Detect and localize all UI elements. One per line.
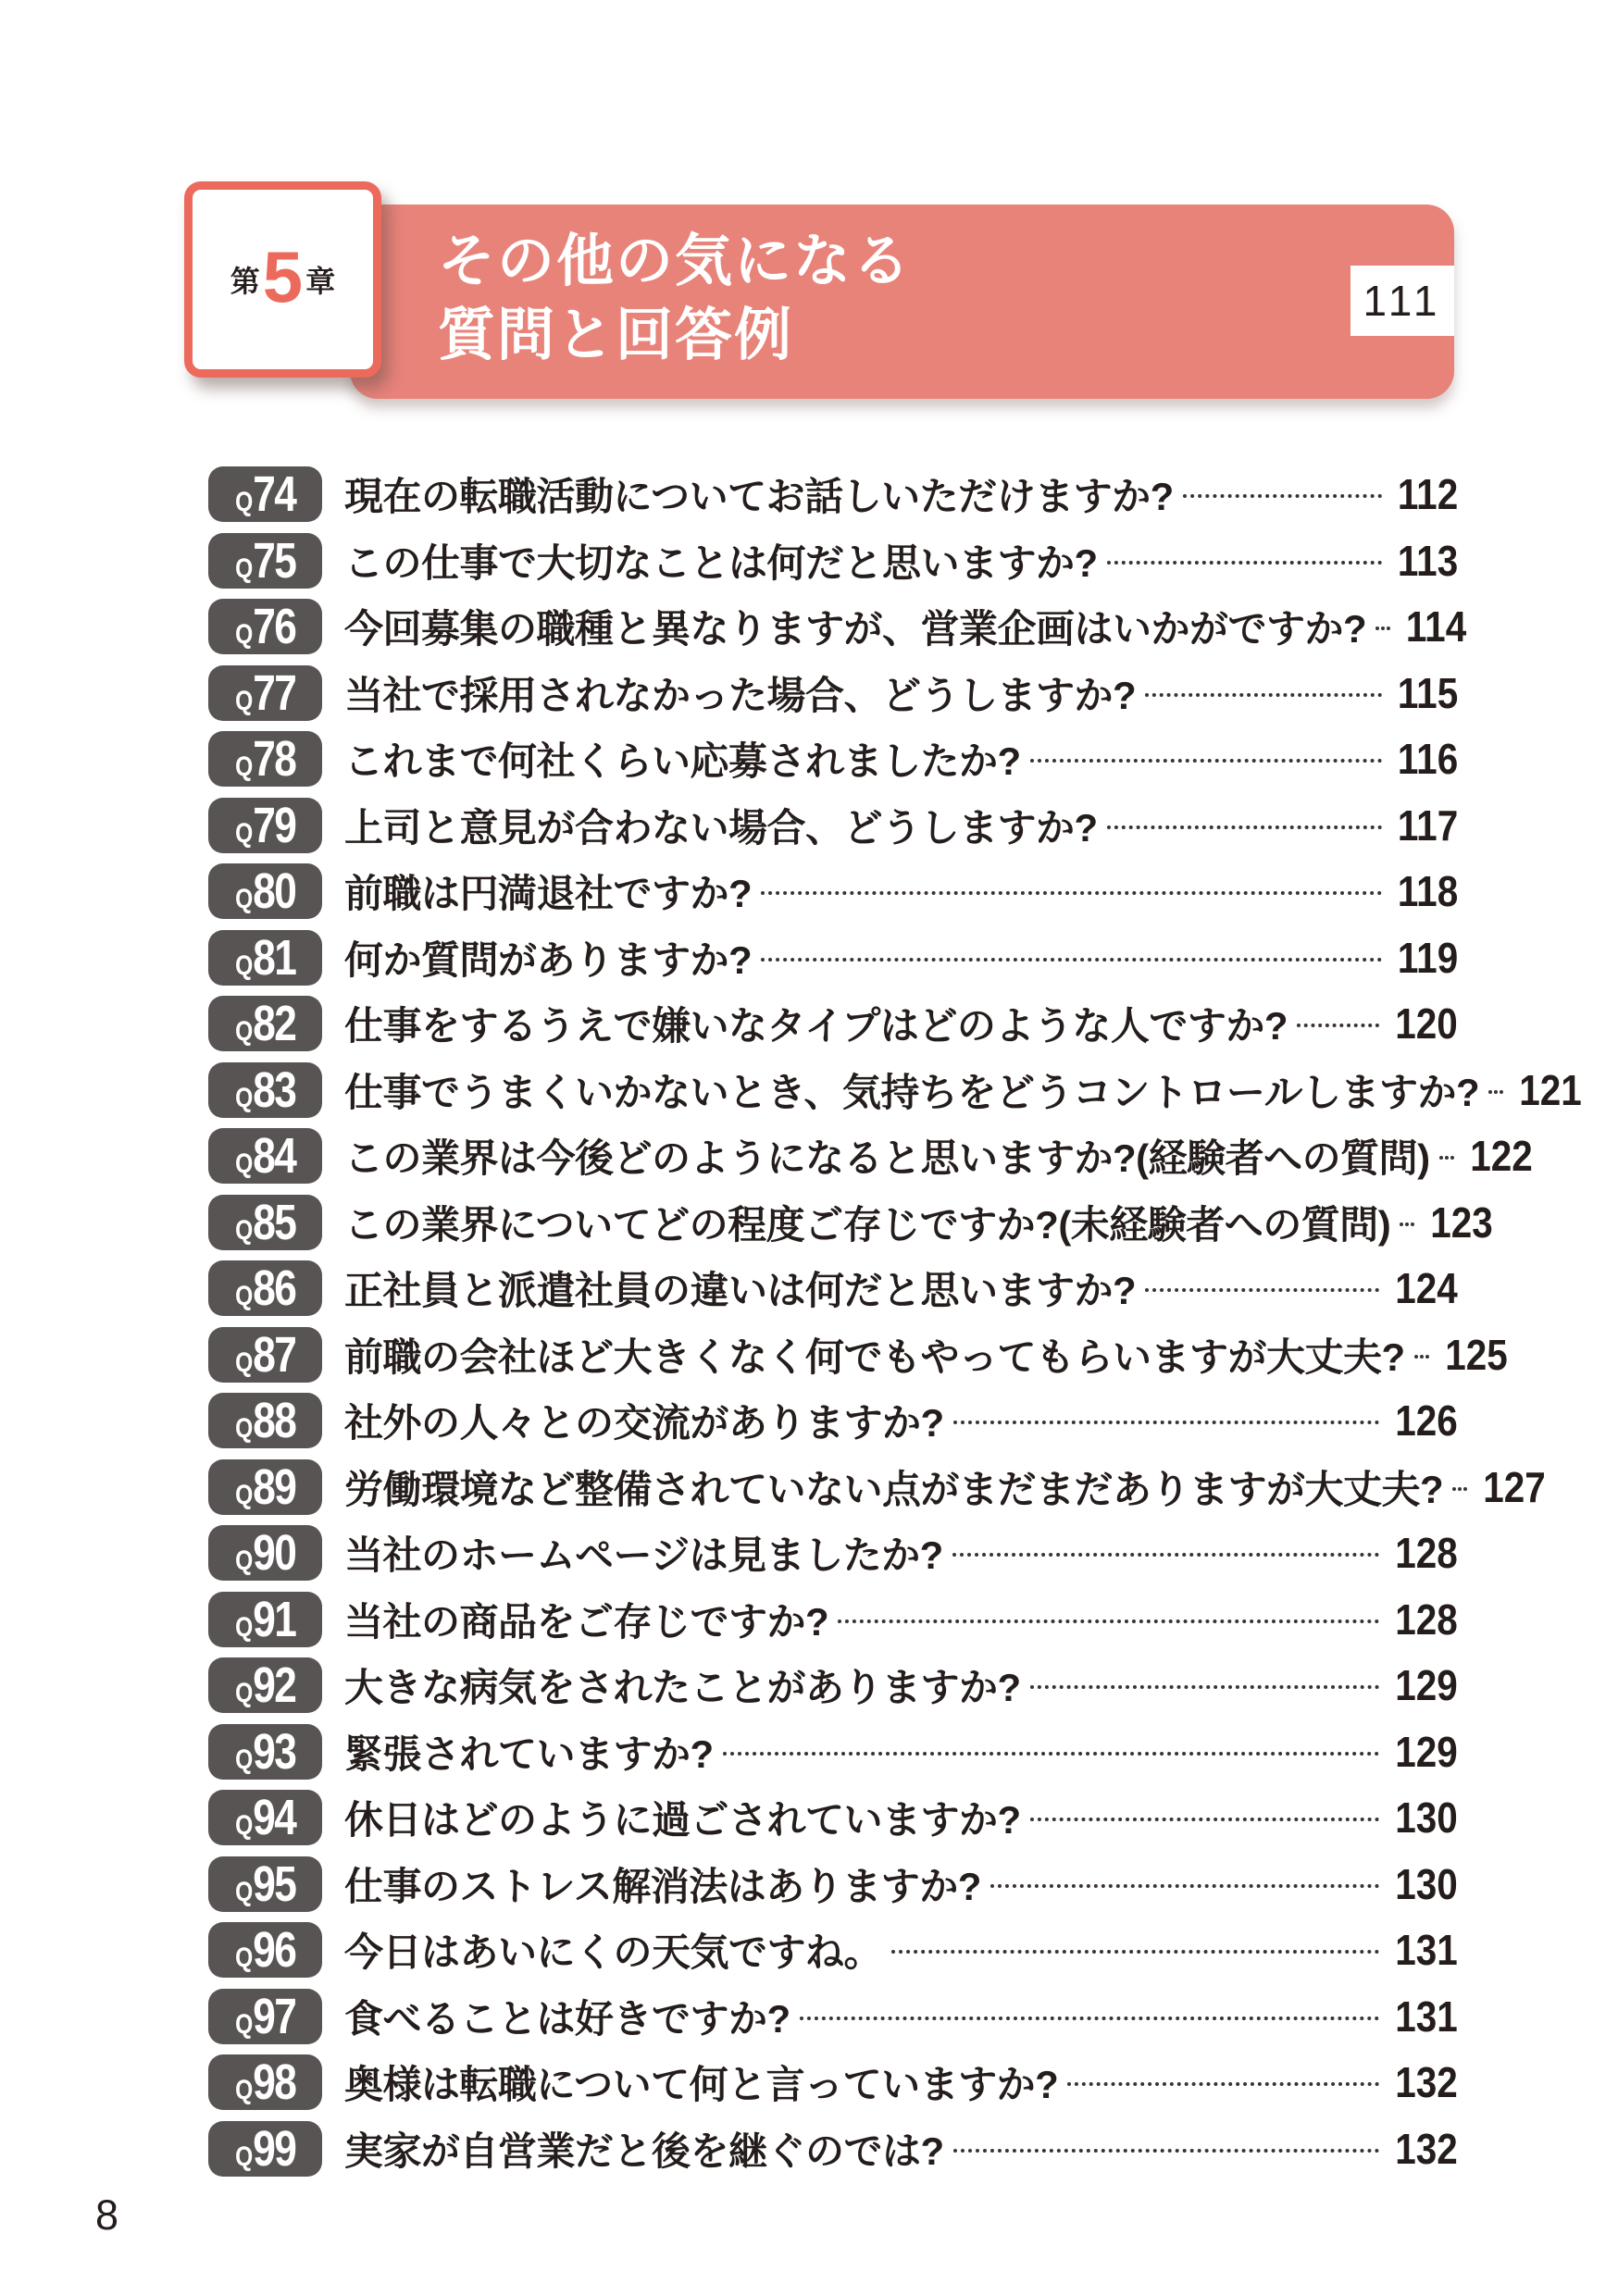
question-badge-number: 91 (253, 1591, 296, 1647)
question-title: 今日はあいにくの天気ですね。 (344, 1930, 883, 1974)
question-badge-number: 79 (253, 797, 296, 853)
question-page-number: 117 (1397, 800, 1458, 850)
question-page-number: 114 (1406, 602, 1467, 651)
question-page-number: 132 (1395, 2124, 1458, 2173)
question-badge (208, 1989, 322, 2044)
question-title: 労働環境など整備されていない点がまだまだありますが大丈夫? (344, 1467, 1444, 1511)
question-badge (208, 1724, 322, 1780)
chapter-title-line2: 質問と回答例 (438, 304, 794, 367)
toc-row (208, 1326, 1508, 1383)
question-badge-prefix: Q (234, 1082, 254, 1113)
toc-row (208, 1790, 1458, 1845)
question-badge-number: 84 (253, 1128, 296, 1184)
question-title: この業界は今後どのようになると思いますか?(経験者への質問) (344, 1136, 1430, 1180)
toc-row (208, 466, 1458, 522)
dot-leader (990, 1884, 1379, 1888)
dot-leader (1107, 825, 1382, 829)
question-title: 休日はどのように過ごされていますか? (344, 1798, 1021, 1842)
question-badge-number: 74 (253, 466, 296, 522)
toc-row (208, 996, 1458, 1051)
question-page-number: 122 (1469, 1132, 1533, 1180)
dot-leader (1030, 759, 1382, 763)
question-page-number: 112 (1397, 470, 1458, 518)
chapter-prefix: 第 (230, 265, 260, 298)
question-page-number: 129 (1395, 1661, 1458, 1709)
question-badge-label (234, 731, 296, 787)
question-page-number: 128 (1395, 1529, 1458, 1577)
question-badge-label (234, 1855, 296, 1912)
question-badge-label (234, 532, 296, 589)
question-badge-prefix: Q (234, 487, 254, 517)
question-title: 当社で採用されなかった場合、どうしますか? (344, 673, 1137, 717)
question-page-number: 132 (1395, 2058, 1458, 2106)
question-badge (208, 1062, 322, 1118)
question-badge (208, 1459, 322, 1515)
toc-row (208, 731, 1458, 787)
dot-leader (953, 2149, 1380, 2153)
question-badge-prefix: Q (234, 685, 254, 716)
question-page-number: 131 (1395, 1992, 1458, 2041)
question-badge-prefix: Q (234, 619, 254, 650)
question-title: 食べることは好きですか? (344, 1996, 790, 2041)
question-title: 上司と意見が合わない場合、どうしますか? (344, 805, 1098, 850)
question-badge (208, 2121, 322, 2177)
question-badge-prefix: Q (234, 1876, 254, 1907)
toc-row (208, 930, 1458, 986)
question-page-number: 130 (1395, 1793, 1458, 1842)
chapter-number-badge (184, 181, 381, 378)
question-page-number: 128 (1395, 1595, 1458, 1644)
question-badge-number: 85 (253, 1194, 296, 1250)
question-page-number: 120 (1395, 999, 1458, 1048)
page-folio: 8 (95, 2191, 119, 2239)
question-badge-label (234, 1988, 296, 2044)
chapter-title (438, 225, 912, 373)
question-badge-label (234, 1128, 296, 1184)
question-title: 実家が自営業だと後を継ぐのでは? (344, 2128, 944, 2173)
question-page-number: 113 (1397, 536, 1458, 585)
question-badge (208, 798, 322, 853)
question-badge-label (234, 1393, 296, 1448)
toc-row (208, 1128, 1533, 1184)
question-badge-label (234, 1525, 296, 1581)
toc-row (208, 2121, 1458, 2177)
question-badge-label (234, 1061, 296, 1118)
question-badge-label (234, 996, 296, 1051)
question-badge-prefix: Q (234, 1214, 254, 1246)
question-title: 仕事でうまくいかないとき、気持ちをどうコントロールしますか? (344, 1070, 1480, 1114)
question-badge-number: 82 (253, 996, 296, 1051)
dot-leader (1107, 561, 1382, 565)
dot-leader (1297, 1024, 1379, 1027)
question-badge-prefix: Q (234, 1611, 254, 1643)
toc-row (208, 533, 1458, 589)
question-badge (208, 1592, 322, 1647)
question-badge-prefix: Q (234, 1810, 254, 1841)
toc-row (208, 1856, 1458, 1912)
question-badge (208, 1195, 322, 1250)
question-badge-label (234, 599, 296, 654)
question-title: これまで何社くらい応募されましたか? (344, 739, 1021, 783)
toc-row (208, 665, 1458, 721)
question-badge-label (234, 1657, 296, 1713)
dot-leader (761, 958, 1382, 962)
question-title: 大きな病気をされたことがありますか? (344, 1666, 1021, 1709)
question-page-number: 123 (1430, 1198, 1494, 1247)
question-badge (208, 731, 322, 787)
question-badge (208, 1128, 322, 1184)
dot-leader (1145, 693, 1382, 697)
question-badge (208, 1657, 322, 1713)
question-badge-prefix: Q (234, 949, 254, 981)
toc-row (208, 1592, 1458, 1647)
question-badge-label (234, 2054, 296, 2110)
question-badge-number: 80 (253, 863, 296, 919)
toc-row (208, 1525, 1458, 1581)
question-title: 何か質問がありますか? (344, 937, 753, 982)
dot-leader (1414, 1355, 1429, 1359)
toc-row (208, 1922, 1458, 1978)
question-title: 奥様は転職について何と言っていますか? (344, 2063, 1059, 2106)
question-badge-number: 86 (253, 1260, 296, 1316)
question-badge (208, 863, 322, 919)
chapter-suffix: 章 (305, 265, 336, 298)
question-badge (208, 1922, 322, 1978)
question-page-number: 126 (1395, 1396, 1458, 1445)
question-badge-prefix: Q (234, 1413, 254, 1444)
chapter-title-line1: その他の気になる (438, 230, 913, 293)
dot-leader (1375, 627, 1390, 630)
question-badge (208, 1260, 322, 1316)
toc-row (208, 1393, 1458, 1448)
question-badge (208, 466, 322, 522)
toc-row (208, 1458, 1546, 1515)
question-badge-label (234, 1790, 296, 1845)
question-badge (208, 665, 322, 721)
question-title: この仕事で大切なことは何だと思いますか? (344, 540, 1098, 585)
question-badge-label (234, 929, 296, 986)
toc-row (208, 599, 1467, 654)
question-badge-label (234, 1458, 296, 1515)
dot-leader (1145, 1288, 1379, 1292)
toc-row (208, 1724, 1458, 1780)
dot-leader (723, 1752, 1380, 1756)
question-badge (208, 599, 322, 654)
question-badge-prefix: Q (234, 2008, 254, 2040)
toc-list (208, 466, 1582, 2177)
question-title: 今回募集の職種と異なりますが、営業企画はいかがですか? (344, 607, 1367, 651)
question-badge-number: 87 (253, 1326, 296, 1383)
question-badge-label (234, 1194, 296, 1250)
question-badge-number: 88 (253, 1393, 296, 1448)
question-badge (208, 1525, 322, 1581)
question-badge-label (234, 1922, 296, 1978)
question-badge-prefix: Q (234, 1281, 254, 1311)
dot-leader (953, 1421, 1380, 1424)
question-badge-prefix: Q (234, 2141, 254, 2172)
question-badge-label (234, 664, 296, 721)
toc-row (208, 1061, 1582, 1118)
chapter-title-banner (350, 205, 1454, 399)
question-badge-label (234, 1723, 296, 1780)
dot-leader (838, 1620, 1379, 1623)
question-badge-label (234, 2120, 296, 2177)
dot-leader (1400, 1222, 1414, 1226)
question-badge-prefix: Q (234, 884, 254, 914)
toc-row (208, 1989, 1458, 2044)
dot-leader (1452, 1487, 1467, 1491)
question-page-number: 130 (1395, 1859, 1458, 1908)
question-badge (208, 1327, 322, 1383)
question-badge-number: 83 (253, 1061, 296, 1118)
question-badge (208, 1856, 322, 1912)
question-title: 前職は円満退社ですか? (344, 872, 753, 915)
question-title: 仕事のストレス解消法はありますか? (344, 1864, 981, 1908)
question-badge (208, 533, 322, 589)
question-badge-number: 93 (253, 1723, 296, 1780)
question-title: 当社の商品をご存じですか? (344, 1599, 829, 1644)
toc-row (208, 1260, 1458, 1316)
question-page-number: 118 (1397, 867, 1458, 915)
toc-row (208, 2054, 1458, 2110)
dot-leader (1488, 1090, 1503, 1094)
question-page-number: 129 (1395, 1727, 1458, 1776)
question-badge-number: 95 (253, 1855, 296, 1912)
question-badge-number: 98 (253, 2054, 296, 2110)
question-page-number: 124 (1395, 1264, 1458, 1312)
question-badge (208, 2054, 322, 2110)
question-badge-prefix: Q (234, 1545, 254, 1576)
question-badge-prefix: Q (234, 817, 254, 849)
question-badge-prefix: Q (234, 1744, 254, 1775)
question-badge-number: 94 (253, 1790, 296, 1845)
question-page-number: 119 (1397, 933, 1458, 982)
dot-leader (1030, 1818, 1380, 1821)
chapter-start-page-tab: 111 (1350, 266, 1454, 336)
question-badge-label (234, 466, 296, 522)
question-badge-prefix: Q (234, 1347, 254, 1378)
dot-leader (1183, 494, 1382, 498)
question-title: この業界についてどの程度ご存じですか?(未経験者への質問) (344, 1202, 1391, 1247)
question-badge (208, 1393, 322, 1448)
question-badge-label (234, 1591, 296, 1647)
question-badge-prefix: Q (234, 1678, 254, 1708)
question-badge-number: 78 (253, 731, 296, 787)
question-badge-number: 89 (253, 1458, 296, 1515)
question-title: 前職の会社ほど大きくなく何でもやってもらいますが大丈夫? (344, 1334, 1405, 1379)
question-title: 仕事をするうえで嫌いなタイプはどのような人ですか? (344, 1004, 1288, 1048)
toc-row (208, 1194, 1494, 1250)
dot-leader (891, 1950, 1379, 1954)
question-title: 緊張されていますか? (344, 1731, 714, 1776)
question-badge-number: 90 (253, 1525, 296, 1581)
question-badge-label (234, 863, 296, 919)
question-page-number: 131 (1395, 1926, 1458, 1974)
question-page-number: 125 (1444, 1330, 1508, 1379)
question-badge-label (234, 1260, 296, 1316)
question-badge (208, 996, 322, 1051)
question-badge-number: 81 (253, 929, 296, 986)
dot-leader (1067, 2082, 1379, 2086)
toc-row (208, 1657, 1458, 1713)
question-badge (208, 930, 322, 986)
question-badge-number: 97 (253, 1988, 296, 2044)
question-badge-number: 76 (253, 599, 296, 654)
question-title: 現在の転職活動についてお話しいただけますか? (344, 475, 1174, 518)
question-badge-prefix: Q (234, 1148, 254, 1179)
question-badge-label (234, 1326, 296, 1383)
question-badge-prefix: Q (234, 2075, 254, 2105)
question-page-number: 127 (1483, 1462, 1546, 1511)
dot-leader (1030, 1685, 1380, 1689)
question-badge-number: 96 (253, 1922, 296, 1978)
question-title: 正社員と派遣社員の違いは何だと思いますか? (344, 1269, 1137, 1312)
dot-leader (761, 891, 1382, 895)
question-badge-number: 75 (253, 532, 296, 589)
question-badge-prefix: Q (234, 1479, 254, 1510)
dot-leader (1439, 1156, 1454, 1160)
question-title: 当社のホームページは見ましたか? (344, 1533, 943, 1577)
question-badge-prefix: Q (234, 751, 254, 782)
question-badge-prefix: Q (234, 552, 254, 584)
toc-row (208, 798, 1458, 853)
question-badge-number: 77 (253, 664, 296, 721)
question-badge-label (234, 797, 296, 853)
dot-leader (952, 1553, 1379, 1557)
question-badge-number: 92 (253, 1657, 296, 1713)
question-badge-number: 99 (253, 2120, 296, 2177)
question-page-number: 115 (1397, 668, 1458, 717)
chapter-number: 5 (262, 235, 304, 317)
question-title: 社外の人々との交流がありますか? (344, 1401, 944, 1445)
question-badge (208, 1790, 322, 1845)
question-page-number: 116 (1397, 735, 1458, 783)
question-badge-prefix: Q (234, 1016, 254, 1047)
dot-leader (800, 2017, 1380, 2020)
question-badge-prefix: Q (234, 1942, 254, 1973)
question-page-number: 121 (1519, 1065, 1582, 1114)
toc-row (208, 863, 1458, 919)
